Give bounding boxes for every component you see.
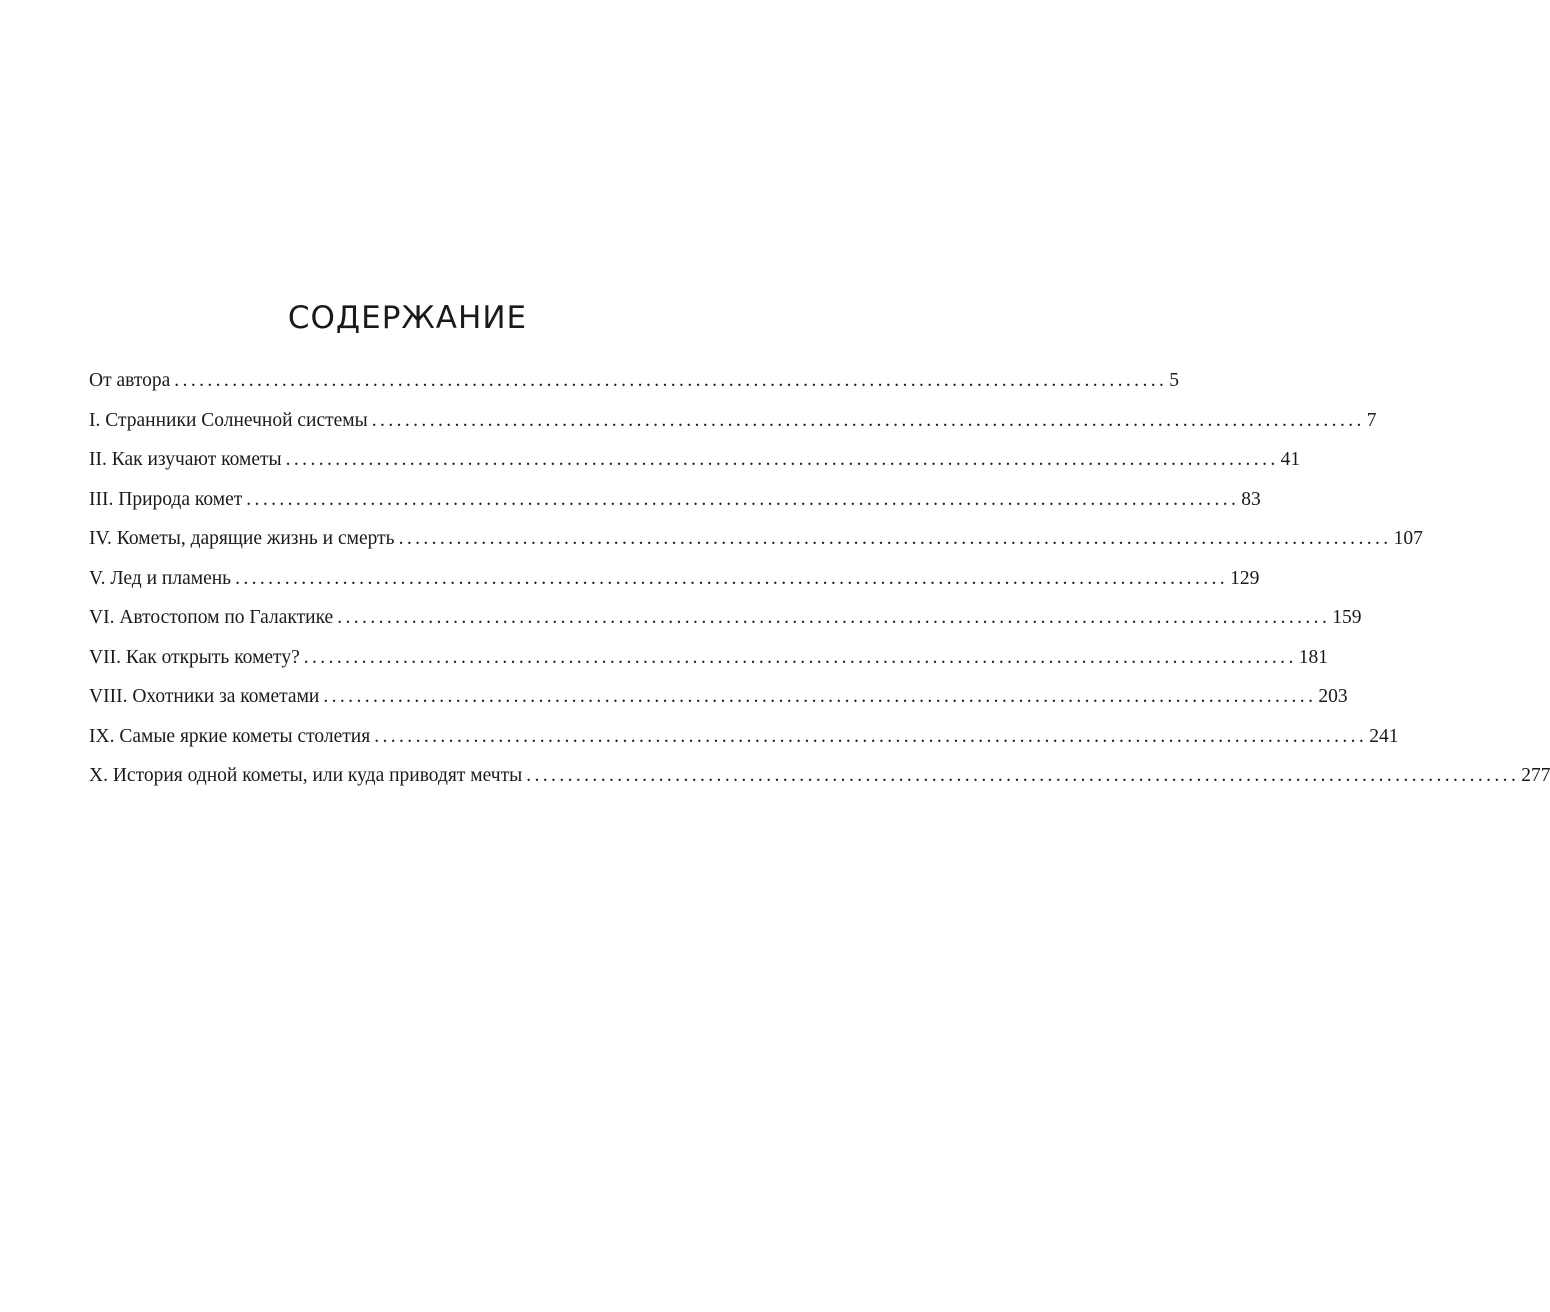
toc-entry-title: VIII. Охотники за кометами [89,686,320,707]
toc-entry[interactable] [89,719,1399,759]
toc-entry[interactable] [89,679,1348,719]
toc-entry-title: IX. Самые яркие кометы столетия [89,725,371,747]
toc-heading: СОДЕРЖАНИЕ [287,300,528,336]
toc-entry-page: 107 [1393,528,1423,549]
toc-entry-title: X. История одной кометы, или куда приводят мечты [89,765,523,786]
toc-entry-title: II. Как изучают кометы [89,449,282,470]
toc-entry[interactable] [89,521,1423,561]
toc-entry-page: 277 [1521,765,1550,786]
toc-entry-page: 129 [1230,567,1260,589]
toc-entry-title: VI. Автостопом по Галактике [89,607,334,628]
toc-dot-leader: ........................................................................................................................ [323,686,1317,707]
toc-entry-page: 7 [1366,409,1377,431]
toc-entry[interactable] [89,758,1550,798]
toc-entry-page: 181 [1298,646,1328,668]
toc-entry-title: От автора [89,370,171,391]
toc-dot-leader: ........................................................................................................................ [526,765,1520,786]
toc-dot-leader: ........................................................................................................................ [285,449,1279,470]
toc-entry[interactable] [89,640,1328,680]
toc-dot-leader: ........................................................................................................................ [337,607,1331,628]
toc-dot-leader: ........................................................................................................................ [235,567,1229,589]
toc-entry-title: VII. Как открыть комету? [89,646,300,668]
toc-dot-leader: ........................................................................................................................ [371,409,1365,431]
toc-entry-title: I. Странники Солнечной системы [89,409,368,431]
toc-dot-leader: ........................................................................................................................ [303,646,1297,668]
toc-dot-leader: ........................................................................................................................ [174,370,1168,391]
toc-list [89,363,1550,798]
toc-entry[interactable] [89,363,1180,403]
toc-entry-page: 83 [1241,488,1261,510]
toc-entry[interactable] [89,482,1261,522]
toc-entry-title: V. Лед и пламень [89,567,232,589]
toc-entry[interactable] [89,561,1260,601]
toc-entry[interactable] [89,403,1377,443]
toc-entry[interactable] [89,600,1362,640]
toc-dot-leader: ........................................................................................................................ [374,725,1368,747]
toc-dot-leader: ........................................................................................................................ [246,488,1240,510]
toc-entry-page: 203 [1318,686,1348,707]
toc-dot-leader: ........................................................................................................................ [398,528,1392,549]
toc-entry[interactable] [89,442,1301,482]
toc-entry-page: 41 [1280,449,1301,470]
toc-entry-page: 241 [1369,725,1399,747]
toc-entry-page: 5 [1169,370,1180,391]
toc-entry-page: 159 [1332,607,1362,628]
toc-entry-title: III. Природа комет [89,488,243,510]
toc-entry-title: IV. Кометы, дарящие жизнь и смерть [89,528,395,549]
